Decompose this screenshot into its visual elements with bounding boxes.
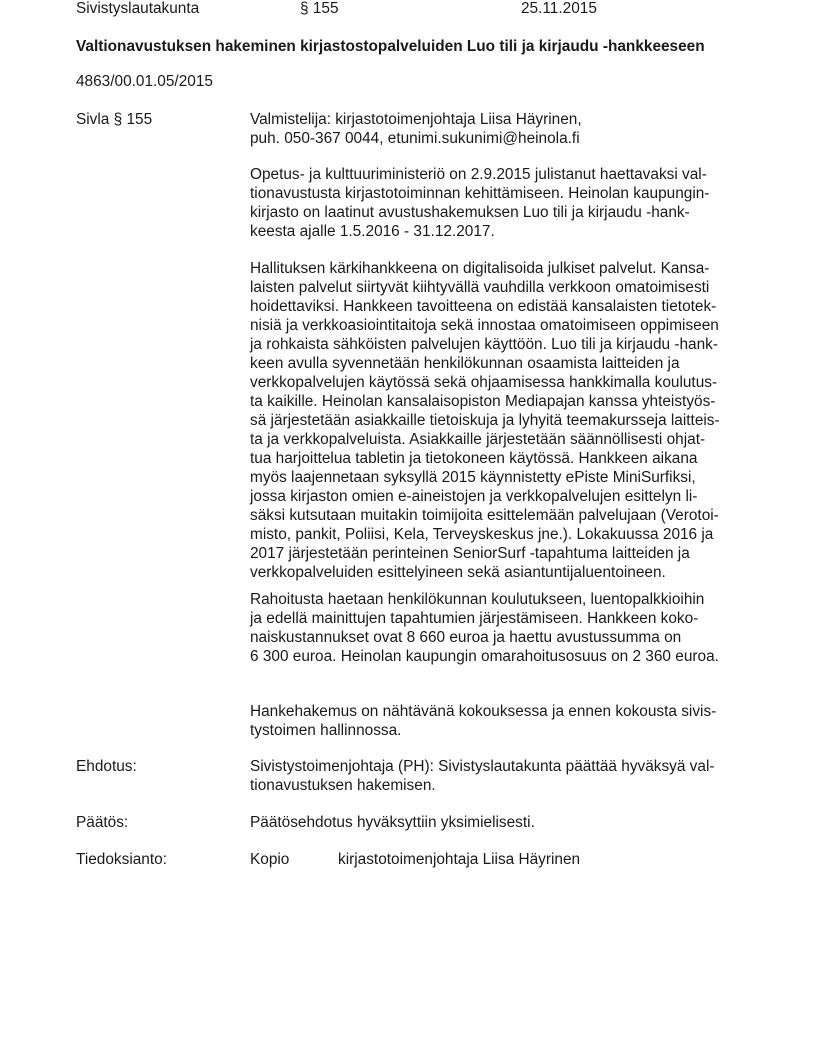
text-line: ja edellä mainittujen tapahtumien järjestämiseen. Hankkeen koko- (250, 610, 699, 627)
text-line: keesta ajalle 1.5.2016 - 31.12.2017. (250, 223, 495, 240)
text-line: verkkopalveluiden esittelyineen sekä asiantuntijaluentoineen. (250, 564, 666, 581)
decision-text (250, 813, 750, 832)
section-number: § 155 (300, 0, 339, 17)
preparer-block (250, 110, 750, 148)
text-line: tua harjoittelua tabletin ja tietokoneen käytössä. Hankkeen aikana (250, 450, 698, 467)
paragraph-1 (250, 165, 750, 241)
text-line: tionavustuksen hakemisen. (250, 777, 436, 794)
text-line: säksi kutsutaan muitakin toimijoita esittelemään palvelujaan (Verotoi- (250, 507, 719, 524)
text-line: keen avulla syvennetään henkilökunnan osaamista laitteiden ja (250, 355, 680, 372)
text-line: Rahoitusta haetaan henkilökunnan koulutukseen, luentopalkkioihin (250, 591, 705, 608)
text-line: sä järjestetään asiakkaille tietoiskuja ja lyhyitä teemakursseja laitteis- (250, 412, 720, 429)
proposal-text (250, 757, 750, 795)
paragraph-2 (250, 259, 750, 582)
text-line: myös laajennetaan syksyllä 2015 käynnistetty ePiste MiniSurfiksi, (250, 469, 696, 486)
text-line: tionavustusta kirjastotoiminnan kehittämiseen. Heinolan kaupungin- (250, 185, 710, 202)
notification-label: Tiedoksianto: (76, 851, 167, 868)
text-line: nisiä ja verkkoasiointitaitoja sekä innostaa omatoimiseen oppimiseen (250, 317, 719, 334)
paragraph-4 (250, 702, 750, 740)
text-line: naiskustannukset ovat 8 660 euroa ja haettu avustussumma on (250, 629, 682, 646)
paragraph-3 (250, 590, 750, 666)
text-line: 6 300 euroa. Heinolan kaupungin omarahoitusosuus on 2 360 euroa. (250, 648, 719, 665)
text-line: Opetus- ja kulttuuriministeriö on 2.9.2015 julistanut haettavaksi val- (250, 166, 707, 183)
text-line: tystoimen hallinnossa. (250, 722, 402, 739)
text-line: Päätösehdotus hyväksyttiin yksimielisesti. (250, 814, 535, 831)
text-line: ta kaikille. Heinolan kansalaisopiston Mediapajan kanssa yhteistyös- (250, 393, 716, 410)
record-number: 4863/00.01.05/2015 (76, 73, 213, 90)
text-line: misto, pankit, Poliisi, Kela, Terveyskeskus jne.). Lokakuussa 2016 ja (250, 526, 714, 543)
text-line: ta ja verkkopalveluista. Asiakkaille järjestetään säännöllisesti ohjat- (250, 431, 706, 448)
text-line: ja rohkaista sähköisten palvelujen käyttöön. Luo tili ja kirjaudu -hank- (250, 336, 718, 353)
meeting-date: 25.11.2015 (521, 0, 597, 17)
notification-recipient: kirjastotoimenjohtaja Liisa Häyrinen (338, 851, 581, 868)
notification-type: Kopio (250, 851, 290, 868)
decision-label: Päätös: (76, 814, 129, 831)
preparer-line: Valmistelija: kirjastotoimenjohtaja Liisa Häyrinen, (250, 111, 582, 128)
preparer-line: puh. 050-367 0044, etunimi.sukunimi@heinola.fi (250, 130, 580, 147)
proposal-label: Ehdotus: (76, 758, 137, 775)
text-line: hoidettaviksi. Hankkeen tavoitteena on edistää kansalaisten tietotek- (250, 298, 717, 315)
text-line: Hallituksen kärkihankkeena on digitalisoida julkiset palvelut. Kansa- (250, 260, 710, 277)
sivla-label: Sivla § 155 (76, 111, 153, 128)
text-line: 2017 järjestetään perinteinen SeniorSurf -tapahtuma laitteiden ja (250, 545, 690, 562)
text-line: Sivistystoimenjohtaja (PH): Sivistyslautakunta päättää hyväksyä val- (250, 758, 715, 775)
board-name: Sivistyslautakunta (76, 0, 200, 17)
text-line: jossa kirjaston omien e-aineistojen ja verkkopalvelujen esittelyn li- (250, 488, 698, 505)
text-line: verkkopalvelujen käytössä sekä ohjaamisessa hankkimalla koulutus- (250, 374, 718, 391)
text-line: kirjasto on laatinut avustushakemuksen Luo tili ja kirjaudu -hank- (250, 204, 690, 221)
text-line: laisten palvelut siirtyvät kiihtyvällä vauhdilla verkkoon omatoimisesti (250, 279, 710, 296)
document-title: Valtionavustuksen hakeminen kirjastostopalveluiden Luo tili ja kirjaudu -hankkeeseen (76, 38, 705, 55)
text-line: Hankehakemus on nähtävänä kokouksessa ja ennen kokousta sivis- (250, 703, 717, 720)
